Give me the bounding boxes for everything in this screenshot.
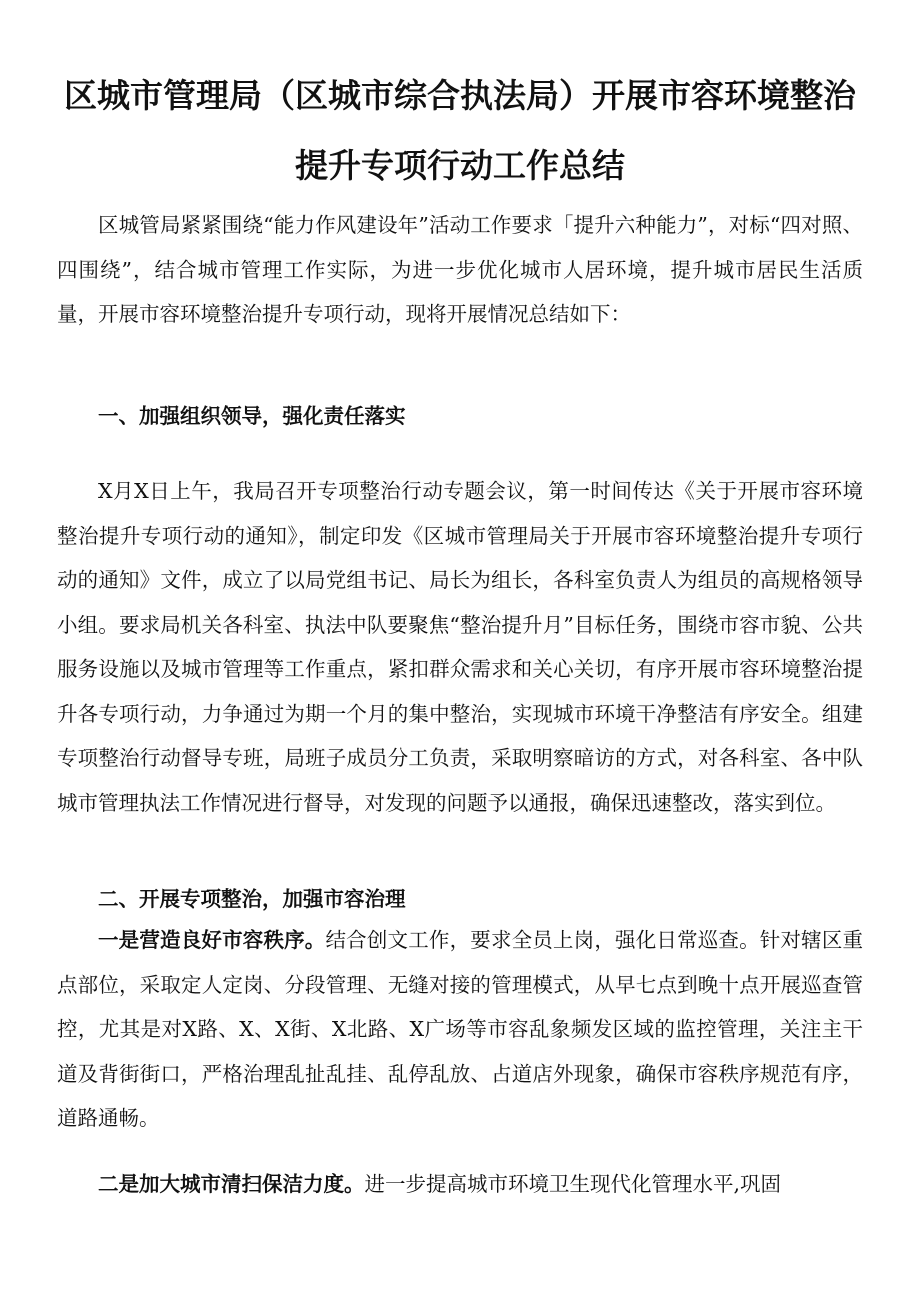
section2-item1-body: 结合创文工作，要求全员上岗，强化日常巡查。针对辖区重点部位，采取定人定岗、分段管理、无缝对接的管理模式，从早七点到晚十点开展巡查管控，尤其是对X路、X、X街、X北路、X广场等市容乱象频发区域的监控管理，关注主干道及背街街口，严格治理乱扯乱挂、乱停乱放、占道店外现象，确保市容秩序规范有序，道路通畅。 bbox=[57, 928, 864, 1130]
section2-heading: 二、开展专项整治，加强市容治理 bbox=[98, 887, 406, 911]
section1-heading: 一、加强组织领导，强化责任落实 bbox=[98, 404, 406, 428]
section1-paragraph: X月X日上午，我局召开专项整治行动专题会议，第一时间传达《关于开展市容环境整治提升专项行动的通知》，制定印发《区城市管理局关于开展市容环境整治提升专项行动的通知》文件，成立了以局党组书记、局长为组长，各科室负责人为组员的高规格领导小组。要求局机关各科室、执法中队要聚焦“整治提升月”目标任务，围绕市容市貌、公共服务设施以及城市管理等工作重点，紧扣群众需求和关心关切，有序开展市容环境整治提升各专项行动，力争通过为期一个月的集中整治，实现城市环境干净整洁有序安全。组建专项整治行动督导专班，局班子成员分工负责，采取明察暗访的方式，对各科室、各中队城市管理执法工作情况进行督导，对发现的问题予以通报，确保迅速整改，落实到位。 bbox=[57, 479, 863, 815]
section2-item2-lead: 二是加大城市清扫保洁力度。 bbox=[98, 1172, 365, 1196]
document-title-line2: 提升专项行动工作总结 bbox=[295, 146, 625, 185]
intro-paragraph: 区城管局紧紧围绕“能力作风建设年”活动工作要求「提升六种能力”，对标“四对照、四围绕”，结合城市管理工作实际，为进一步优化城市人居环境，提升城市居民生活质量，开展市容环境整治提升专项行动，现将开展情况总结如下： bbox=[57, 213, 863, 326]
section2-item1-lead: 一是营造良好市容秩序。 bbox=[98, 928, 326, 952]
section2-item2-body: 进一步提高城市环境卫生现代化管理水平,巩固 bbox=[364, 1172, 782, 1196]
section2-item1-paragraph bbox=[57, 918, 863, 1141]
document-title-line1: 区城市管理局（区城市综合执法局）开展市容环境整治 bbox=[64, 76, 856, 115]
section2-item2-paragraph bbox=[57, 1162, 863, 1207]
